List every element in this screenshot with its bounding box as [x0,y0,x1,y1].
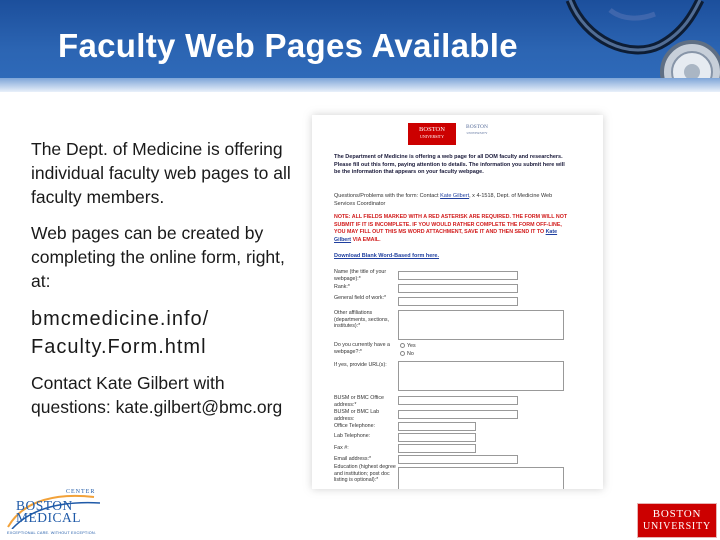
label-if-yes: If yes, provide URL(s): [334,362,387,368]
fax-input[interactable] [398,444,476,453]
slide-body [31,137,291,431]
url-textarea[interactable] [398,361,564,391]
office-address-input[interactable] [398,396,518,405]
slide-header [0,0,720,92]
email-input[interactable] [398,455,518,464]
form-intro: The Department of Medicine is offering a web page for all DOM faculty and researchers. Please fill out this form, paying attention to details. The information you submit here will be the information that appears on your faculty webpage. [334,154,565,175]
form-contact-link[interactable]: Kate Gilbert [440,193,470,199]
field-input[interactable] [398,297,518,306]
header-band [0,78,720,92]
paragraph-instructions: Web pages can be created by completing the online form, right, at: [31,223,285,291]
affiliations-textarea[interactable] [398,310,564,340]
label-affiliations: Other affiliations (departments, sections, institutes):* [334,310,390,330]
radio-no[interactable]: No [400,351,414,358]
form-screenshot [312,115,603,489]
label-have-webpage: Do you currently have a webpage?:* [334,342,390,355]
form-url-link[interactable]: bmcmedicine.info/ Faculty.Form.html [31,308,210,358]
bmc-name: BOSTON MEDICAL [16,498,81,525]
boston-medical-center-logo: CENTER BOSTON MEDICAL EXCEPTIONAL CARE. WITHOUT EXCEPTION. [4,487,104,539]
radio-yes-circle [400,343,405,348]
education-textarea[interactable] [398,467,564,489]
rank-input[interactable] [398,284,518,293]
label-rank: Rank:* [334,284,350,290]
name-input[interactable] [398,271,518,280]
label-fax: Fax #: [334,445,349,451]
label-name: Name (the title of your webpage):* [334,269,387,282]
label-lab-phone: Lab Telephone: [334,433,371,439]
download-form-link[interactable]: Download Blank Word-Based form here. [334,253,440,259]
label-busm-lab: BUSM or BMC Lab address: [334,409,380,422]
label-field: General field of work:* [334,295,387,301]
radio-no-circle [400,351,405,356]
form-required-note: NOTE: ALL FIELDS MARKED WITH A RED ASTERISK ARE REQUIRED. THE FORM WILL NOT SUBMIT IF IT IS INCOMPLETE. IF YOU WOULD RATHER COMPLETE THE FORM OFF-LINE, YOU MAY FILL OUT THIS MS WORD ATTACHMENT, SAVE IT AND THEN SEND IT TO Kate Gilbert VIA EMAIL. [334,214,568,243]
contact-info: Contact Kate Gilbert with questions: kate.gilbert@bmc.org [31,373,283,417]
form-contact: Questions/Problems with the form: Contact Kate Gilbert, x 4-1518, Dept. of Medicine Web Services Coordinator [334,193,553,207]
label-office-phone: Office Telephone: [334,423,376,429]
slide-title: Faculty Web Pages Available [58,27,518,64]
label-busm-office: BUSM or BMC Office address:* [334,395,384,408]
boston-university-logo: BOSTON UNIVERSITY [637,503,717,538]
form-note-link[interactable]: Kate Gilbert [334,229,558,243]
lab-address-input[interactable] [398,410,518,419]
bmc-tagline: EXCEPTIONAL CARE. WITHOUT EXCEPTION. [7,531,97,535]
paragraph-offer: The Dept. of Medicine is offering individual faculty web pages to all faculty members. [31,139,291,207]
form-bu-logo: BOSTON UNIVERSITY [408,123,456,145]
form-bu-seal: BOSTON UNIVERSITY [466,124,488,135]
office-phone-input[interactable] [398,422,476,431]
form-logos [408,123,518,151]
label-education: Education (highest degree and institution; post doc listing is optional):* [334,464,396,484]
lab-phone-input[interactable] [398,433,476,442]
radio-yes[interactable]: Yes [400,343,416,350]
label-email: Email address:* [334,456,372,462]
